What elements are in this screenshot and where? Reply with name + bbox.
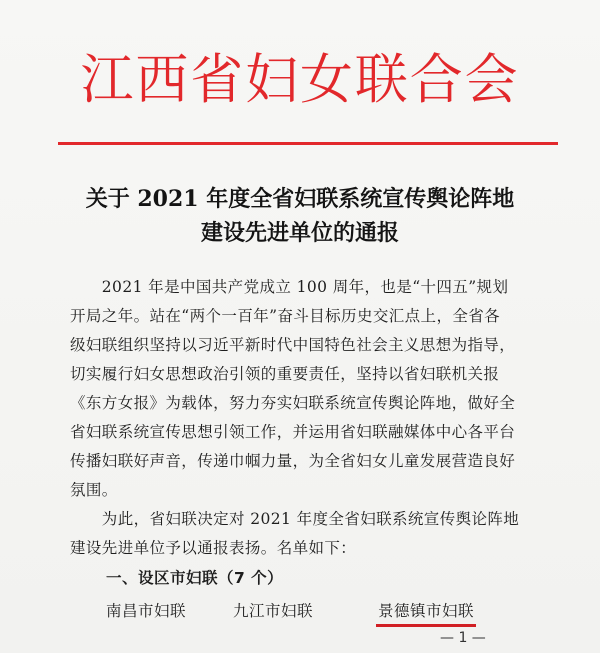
body-line: 氛围。 bbox=[70, 481, 118, 499]
highlight-underline bbox=[376, 624, 476, 627]
letterhead-red-rule bbox=[58, 142, 558, 145]
body-line: 级妇联组织坚持以习近平新时代中国特色社会主义思想为指导， bbox=[70, 336, 516, 354]
body-line: 2021 年是中国共产党成立 100 周年，也是“十四五”规划 bbox=[70, 278, 509, 296]
notice-title-line-2: 建设先进单位的通报 bbox=[200, 220, 399, 246]
body-line: 省妇联系统宣传思想引领工作，并运用省妇联融媒体中心各平台 bbox=[70, 423, 516, 441]
body-line: 传播妇联好声音，传递巾帼力量，为全省妇女儿童发展营造良好 bbox=[70, 452, 516, 470]
letterhead-title: 江西省妇女联合会 bbox=[80, 48, 520, 111]
unit-name: 南昌市妇联 bbox=[106, 602, 187, 620]
body-line: 为此，省妇联决定对 2021 年度全省妇联系统宣传舆论阵地 bbox=[70, 510, 520, 528]
page-number: — 1 — bbox=[440, 630, 486, 646]
notice-title-line-1: 关于 2021 年度全省妇联系统宣传舆论阵地 bbox=[85, 186, 515, 212]
body-line: 建设先进单位予以通报表扬。名单如下： bbox=[70, 539, 357, 557]
section-heading: 一、设区市妇联（7 个） bbox=[106, 569, 284, 587]
body-line: 切实履行妇女思想政治引领的重要责任，坚持以省妇联机关报 bbox=[70, 365, 500, 383]
unit-name: 景德镇市妇联 bbox=[378, 602, 475, 620]
unit-name: 九江市妇联 bbox=[233, 602, 314, 620]
body-line: 《东方女报》为载体，努力夯实妇联系统宣传舆论阵地，做好全 bbox=[70, 394, 516, 412]
body-line: 开局之年。站在“两个一百年”奋斗目标历史交汇点上，全省各 bbox=[70, 307, 501, 325]
